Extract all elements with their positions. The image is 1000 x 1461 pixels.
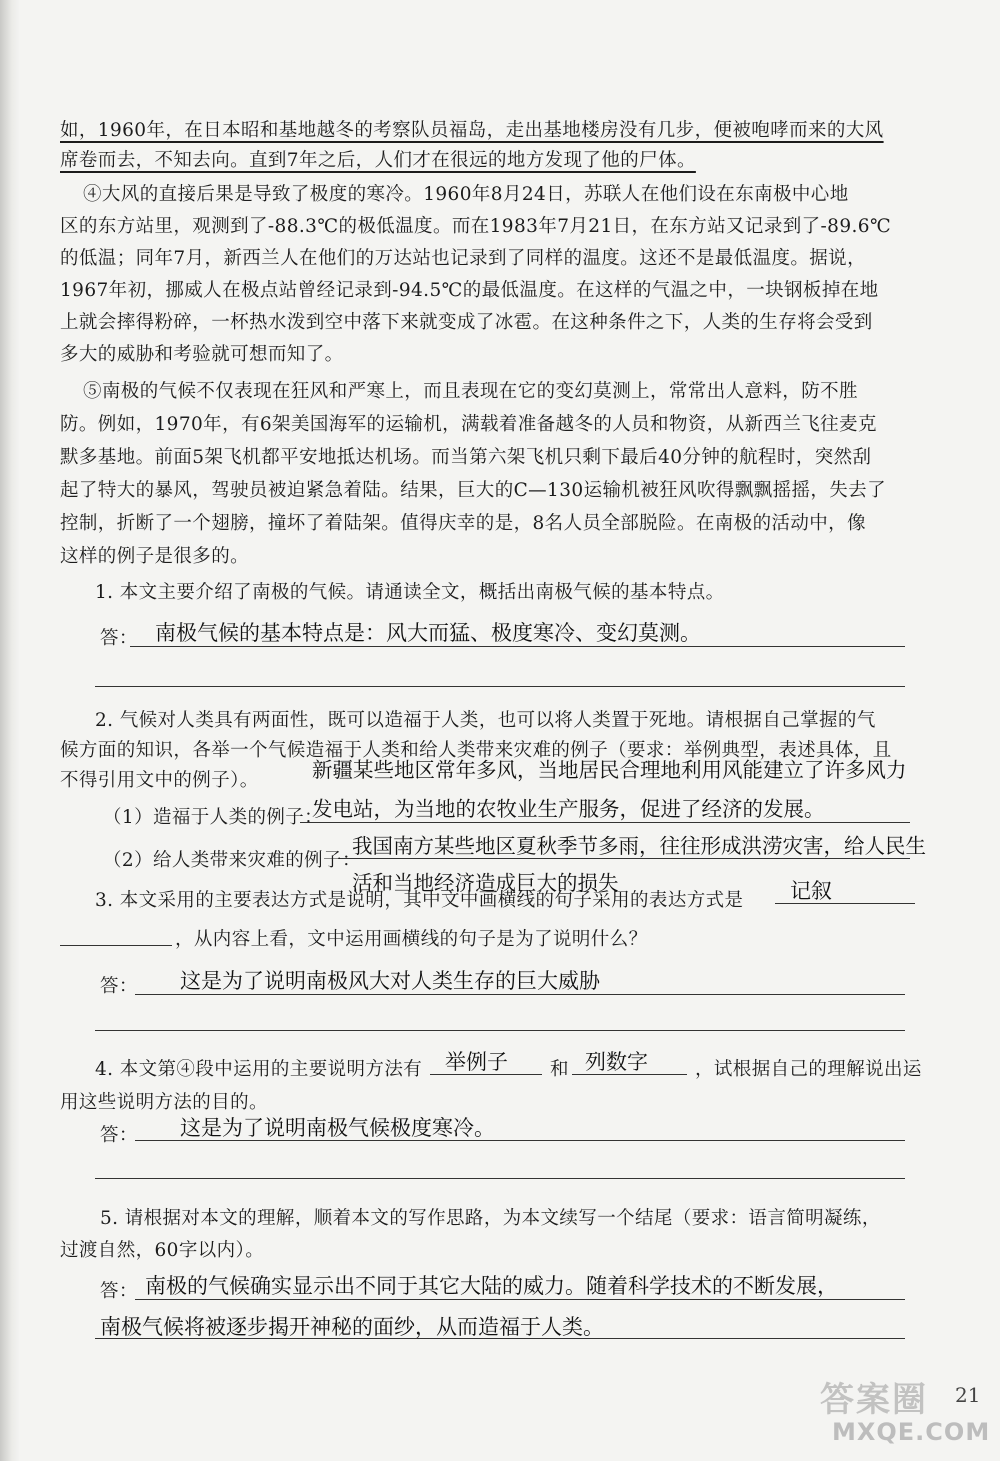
q1-answer-line bbox=[130, 646, 905, 647]
paragraph-5-line: 控制，折断了一个翅膀，撞坏了着陆架。值得庆幸的是，8名人员全部脱险。在南极的活动中，像 bbox=[60, 513, 866, 534]
q5-answer-line bbox=[95, 1338, 905, 1339]
underlined-sentence-line-1: 如，1960年，在日本昭和基地越冬的考察队员福岛，走出基地楼房没有几步，便被咆哮而来的大风 bbox=[60, 120, 884, 141]
q3-blank-answer: 记叙 bbox=[790, 879, 832, 903]
q5-answer-line bbox=[135, 1299, 905, 1300]
question-3-text: 3. 本文采用的主要表达方式是说明，其中文中画横线的句子采用的表达方式是 bbox=[95, 890, 744, 911]
q3-handwritten-answer: 这是为了说明南极风大对人类生存的巨大威胁 bbox=[180, 969, 600, 993]
q2-sub2-handwritten-answer-line: 活和当地经济造成巨大的损失 bbox=[352, 871, 619, 895]
underlined-sentence-line-2: 席卷而去，不知去向。直到7年之后，人们才在很远的地方发现了他的尸体。 bbox=[60, 150, 696, 171]
page-number: 21 bbox=[955, 1383, 981, 1407]
q1-answer-line bbox=[95, 686, 905, 687]
paragraph-5-line: ⑤南极的气候不仅表现在狂风和严寒上，而且表现在它的变幻莫测上，常常出人意料，防不胜 bbox=[83, 381, 858, 402]
paragraph-4-line: ④大风的直接后果是导致了极度的寒冷。1960年8月24日，苏联人在他们设在东南极中心地 bbox=[83, 184, 849, 205]
q1-answer-label: 答： bbox=[100, 628, 138, 649]
question-1-text: 1. 本文主要介绍了南极的气候。请通读全文，概括出南极气候的基本特点。 bbox=[95, 582, 725, 603]
paragraph-5-line: 防。例如，1970年，有6架美国海军的运输机，满载着准备越冬的人员和物资，从新西兰飞往麦克 bbox=[60, 414, 877, 435]
q4-blank-answer-2: 列数字 bbox=[585, 1050, 648, 1074]
q2-sub1-handwritten-answer-line: 新疆某些地区常年多风，当地居民合理地利用风能建立了许多风力 bbox=[312, 758, 907, 782]
question-4-and: 和 bbox=[550, 1059, 569, 1080]
q5-answer-label: 答： bbox=[100, 1281, 138, 1302]
q3-blank-line-continued bbox=[60, 945, 172, 946]
paragraph-4-line: 的低温；同年7月，新西兰人在他们的万达站也记录到了同样的温度。这还不是最低温度。据说， bbox=[60, 248, 866, 269]
q4-blank-line-2 bbox=[572, 1074, 687, 1075]
question-4-text-line-2: 用这些说明方法的目的。 bbox=[60, 1092, 268, 1113]
watermark-logo: 答案圈 bbox=[820, 1380, 928, 1420]
question-4-text-continued: ，试根据自己的理解说出运 bbox=[695, 1059, 922, 1080]
question-2-text-line: 候方面的知识，各举一个气候造福于人类和给人类带来灾难的例子（要求：举例典型，表述具体，且 bbox=[60, 740, 892, 761]
q3-blank-line bbox=[775, 903, 915, 904]
q4-blank-line-1 bbox=[430, 1074, 542, 1075]
watermark-url: MXQE.COM bbox=[832, 1418, 991, 1446]
q3-answer-line bbox=[95, 1030, 905, 1031]
q4-handwritten-answer: 这是为了说明南极气候极度寒冷。 bbox=[180, 1116, 495, 1140]
q2-sub2-answer-line bbox=[340, 858, 910, 859]
q4-answer-line bbox=[135, 1140, 905, 1141]
question-5-text-line: 5. 请根据对本文的理解，顺着本文的写作思路，为本文续写一个结尾（要求：语言简明凝练， bbox=[100, 1208, 881, 1229]
scan-shadow-edge bbox=[0, 0, 20, 1461]
paragraph-5-line: 这样的例子是很多的。 bbox=[60, 546, 250, 567]
question-2-text-line: 2. 气候对人类具有两面性，既可以造福于人类，也可以将人类置于死地。请根据自己掌握的气 bbox=[95, 710, 876, 731]
q3-answer-line bbox=[135, 994, 905, 995]
q3-answer-label: 答： bbox=[100, 976, 138, 997]
q4-answer-label: 答： bbox=[100, 1125, 138, 1146]
question-4-text: 4. 本文第④段中运用的主要说明方法有 bbox=[95, 1059, 423, 1080]
q4-blank-answer-1: 举例子 bbox=[445, 1050, 508, 1074]
paragraph-4-line: 多大的威胁和考验就可想而知了。 bbox=[60, 344, 344, 365]
paragraph-5-line: 默多基地。前面5架飞机都平安地抵达机场。而当第六架飞机只剩下最后40分钟的航程时，突然刮 bbox=[60, 447, 872, 468]
q5-handwritten-answer-line: 南极气候将被逐步揭开神秘的面纱，从而造福于人类。 bbox=[100, 1315, 604, 1339]
paragraph-4-line: 区的东方站里，观测到了-88.3℃的极低温度。而在1983年7月21日，在东方站又记录到了-89.6℃ bbox=[60, 216, 892, 237]
question-2-text-line: 不得引用文中的例子）。 bbox=[60, 770, 259, 791]
q2-sub1-label: （1）造福于人类的例子： bbox=[103, 807, 324, 828]
paragraph-4-line: 上就会摔得粉碎，一杯热水泼到空中落下来就变成了冰雹。在这种条件之下，人类的生存将会受到 bbox=[60, 312, 873, 333]
paragraph-5-line: 起了特大的暴风，驾驶员被迫紧急着陆。结果，巨大的C—130运输机被狂风吹得飘飘摇摇，失去了 bbox=[60, 480, 886, 501]
question-5-text-line: 过渡自然，60字以内）。 bbox=[60, 1240, 265, 1261]
q2-sub2-handwritten-answer-line: 我国南方某些地区夏秋季节多雨，往往形成洪涝灾害，给人民生 bbox=[352, 834, 926, 858]
q1-handwritten-answer: 南极气候的基本特点是：风大而猛、极度寒冷、变幻莫测。 bbox=[155, 621, 701, 645]
q2-sub2-label: （2）给人类带来灾难的例子： bbox=[103, 850, 361, 871]
question-3-text-continued: ，从内容上看，文中运用画横线的句子是为了说明什么？ bbox=[175, 929, 648, 950]
q5-handwritten-answer-line: 南极的气候确实显示出不同于其它大陆的威力。随着科学技术的不断发展， bbox=[145, 1274, 838, 1298]
q2-sub1-answer-line bbox=[300, 822, 910, 823]
q2-sub1-handwritten-answer-line: 发电站，为当地的农牧业生产服务，促进了经济的发展。 bbox=[312, 797, 825, 821]
paragraph-4-line: 1967年初，挪威人在极点站曾经记录到-94.5℃的最低温度。在这样的气温之中，一块钢板掉在地 bbox=[60, 280, 879, 301]
q4-answer-line bbox=[95, 1178, 905, 1179]
